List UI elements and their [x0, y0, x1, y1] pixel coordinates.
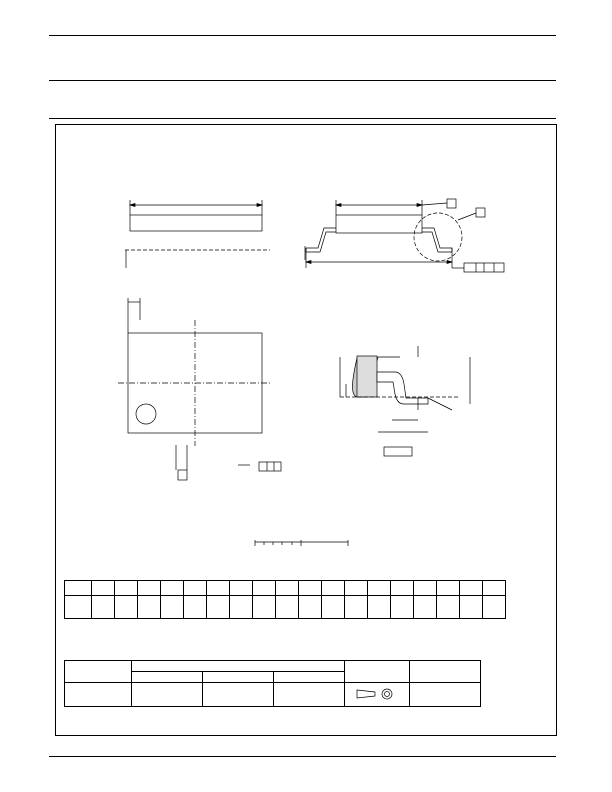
iec-header: [132, 672, 203, 683]
val-pitch: [276, 596, 299, 619]
val-a1: [115, 596, 138, 619]
issue-date-values: [410, 683, 481, 707]
hdr-a: [92, 581, 115, 596]
hdr-a1: [115, 581, 138, 596]
hdr-a3: [161, 581, 184, 596]
hdr-pitch: [276, 581, 299, 596]
val-lp: [345, 596, 368, 619]
end-view: [305, 199, 504, 272]
val-v: [391, 596, 414, 619]
hdr-d: [230, 581, 253, 596]
detail-x: [340, 346, 470, 456]
val-bp: [184, 596, 207, 619]
val-a: [92, 596, 115, 619]
val-unit: [65, 596, 92, 619]
outline-version-value: [65, 683, 132, 707]
hdr-c: [207, 581, 230, 596]
hdr-v: [391, 581, 414, 596]
hdr-y: [437, 581, 460, 596]
jedec-header: [203, 672, 274, 683]
side-view: [125, 200, 270, 268]
hdr-w: [414, 581, 437, 596]
footer-rule: [49, 756, 556, 757]
issue-date-header: [410, 661, 481, 683]
hdr-theta: [483, 581, 506, 596]
top-view: [118, 298, 281, 480]
references-table: [64, 660, 481, 707]
eiaj-header: [274, 672, 345, 683]
references-header: [132, 661, 345, 672]
val-y: [437, 596, 460, 619]
hdr-unit: [65, 581, 92, 596]
val-e: [253, 596, 276, 619]
val-a2: [138, 596, 161, 619]
val-q: [368, 596, 391, 619]
val-he: [299, 596, 322, 619]
val-d: [230, 596, 253, 619]
eiaj-value: [274, 683, 345, 707]
val-theta: [483, 596, 506, 619]
projection-symbol-icon: [345, 683, 410, 707]
val-w: [414, 596, 437, 619]
hdr-z: [460, 581, 483, 596]
hdr-l: [322, 581, 345, 596]
iec-value: [132, 683, 203, 707]
val-a3: [161, 596, 184, 619]
european-projection-header: [345, 661, 410, 683]
hdr-lp: [345, 581, 368, 596]
outline-version-header: [65, 661, 132, 683]
jedec-value: [203, 683, 274, 707]
hdr-bp: [184, 581, 207, 596]
val-z: [460, 596, 483, 619]
dimensions-table: [64, 580, 506, 619]
hdr-q: [368, 581, 391, 596]
hdr-a2: [138, 581, 161, 596]
val-l: [322, 596, 345, 619]
hdr-e: [253, 581, 276, 596]
hdr-he: [299, 581, 322, 596]
val-c: [207, 596, 230, 619]
scale-bar: [255, 540, 348, 546]
